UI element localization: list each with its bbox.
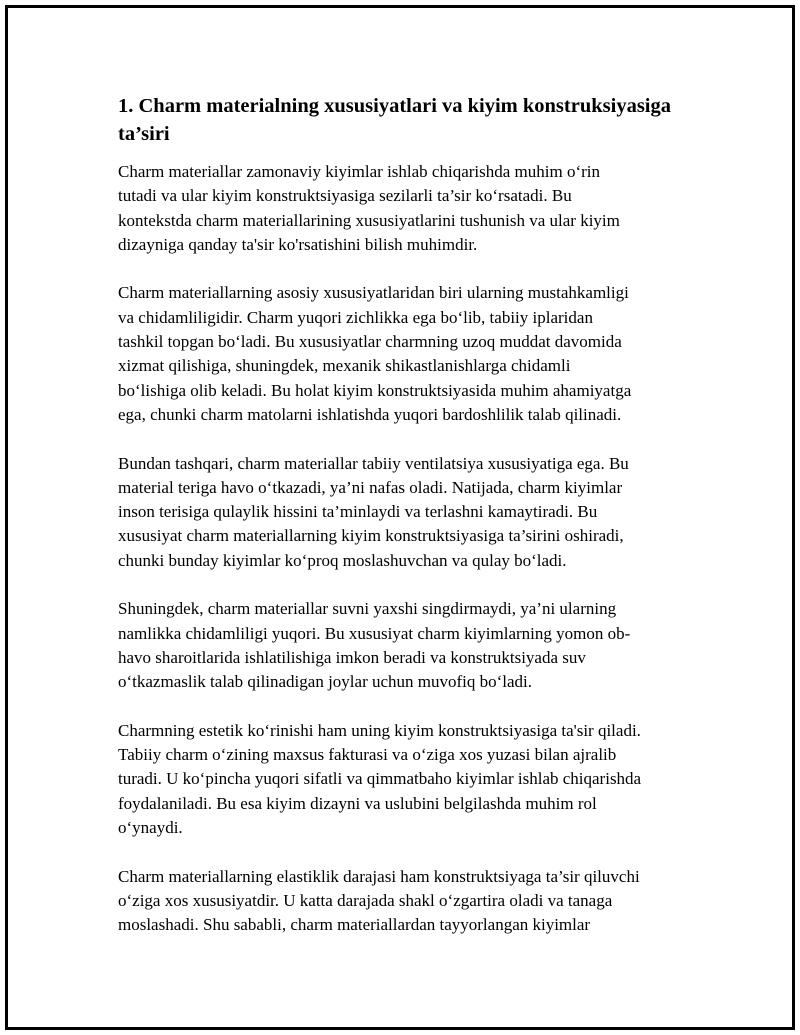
paragraph-water-resistance: Shuningdek, charm materiallar suvni yaxshi singdirmaydi, ya’ni ularning namlikka chidamliligi yuqori. Bu xususiyat charm kiyimlarning yomon ob- havo sharoitlarida ishlatilishiga imkon beradi va konstruktsiyada suv o‘tkazmaslik talab qilinadigan joylar uchun muvofiq bo‘ladi. (118, 599, 631, 692)
document-body (118, 92, 693, 938)
paragraph-intro: Charm materiallar zamonaviy kiyimlar ishlab chiqarishda muhim o‘rin tutadi va ular kiyim konstruktsiyasiga sezilarli ta’sir ko‘rsatadi. Bu kontekstda charm materiallarining xususiyatlarini tushunish va ular kiyim dizayniga qanday ta'sir ko'rsatishini bilish muhimdir. (118, 162, 620, 254)
paragraph-aesthetics: Charmning estetik ko‘rinishi ham uning kiyim konstruktsiyasiga ta'sir qiladi. Tabiiy charm o‘zining maxsus fakturasi va o‘ziga xos yuzasi bilan ajralib turadi. U ko‘pincha yuqori sifatli va qimmatbaho kiyimlar ishlab chiqarishda foydalaniladi. Bu esa kiyim dizayni va uslubini belgilashda muhim rol o‘ynaydi. (118, 720, 642, 838)
paragraph-ventilation: Bundan tashqari, charm materiallar tabiiy ventilatsiya xususiyatiga ega. Bu material teriga havo o‘tkazadi, ya’ni nafas oladi. Natijada, charm kiyimlar inson terisiga qulaylik hissini ta’minlaydi va terlashni kamaytiradi. Bu xususiyat charm materiallarning kiyim konstruktsiyasiga ta’sirini oshiradi, chunki bunday kiyimlar ko‘proq moslashuvchan va qulay bo‘ladi. (118, 453, 629, 570)
paragraph-strength: Charm materiallarning asosiy xususiyatlaridan biri ularning mustahkamligi va chidamliligidir. Charm yuqori zichlikka ega bo‘lib, tabiiy iplaridan tashkil topgan bo‘ladi. Bu xususiyatlar charmning uzoq muddat davomida xizmat qilishiga, shuningdek, mexanik shikastlanishlarga chidamli bo‘lishiga olib keladi. Bu holat kiyim konstruktsiyasida muhim ahamiyatga ega, chunki charm matolarni ishlatishda yuqori bardoshlilik talab qilinadi. (118, 283, 632, 424)
paragraph-elasticity: Charm materiallarning elastiklik darajasi ham konstruktsiyaga ta’sir qiluvchi o‘ziga xos xususiyatdir. U katta darajada shakl o‘zgartira oladi va tanaga moslashadi. Shu sababli, charm materiallardan tayyorlangan kiyimlar (118, 866, 640, 935)
section-title: 1. Charm materialning xususiyatlari va kiyim konstruksiyasiga ta’siri (118, 95, 671, 145)
